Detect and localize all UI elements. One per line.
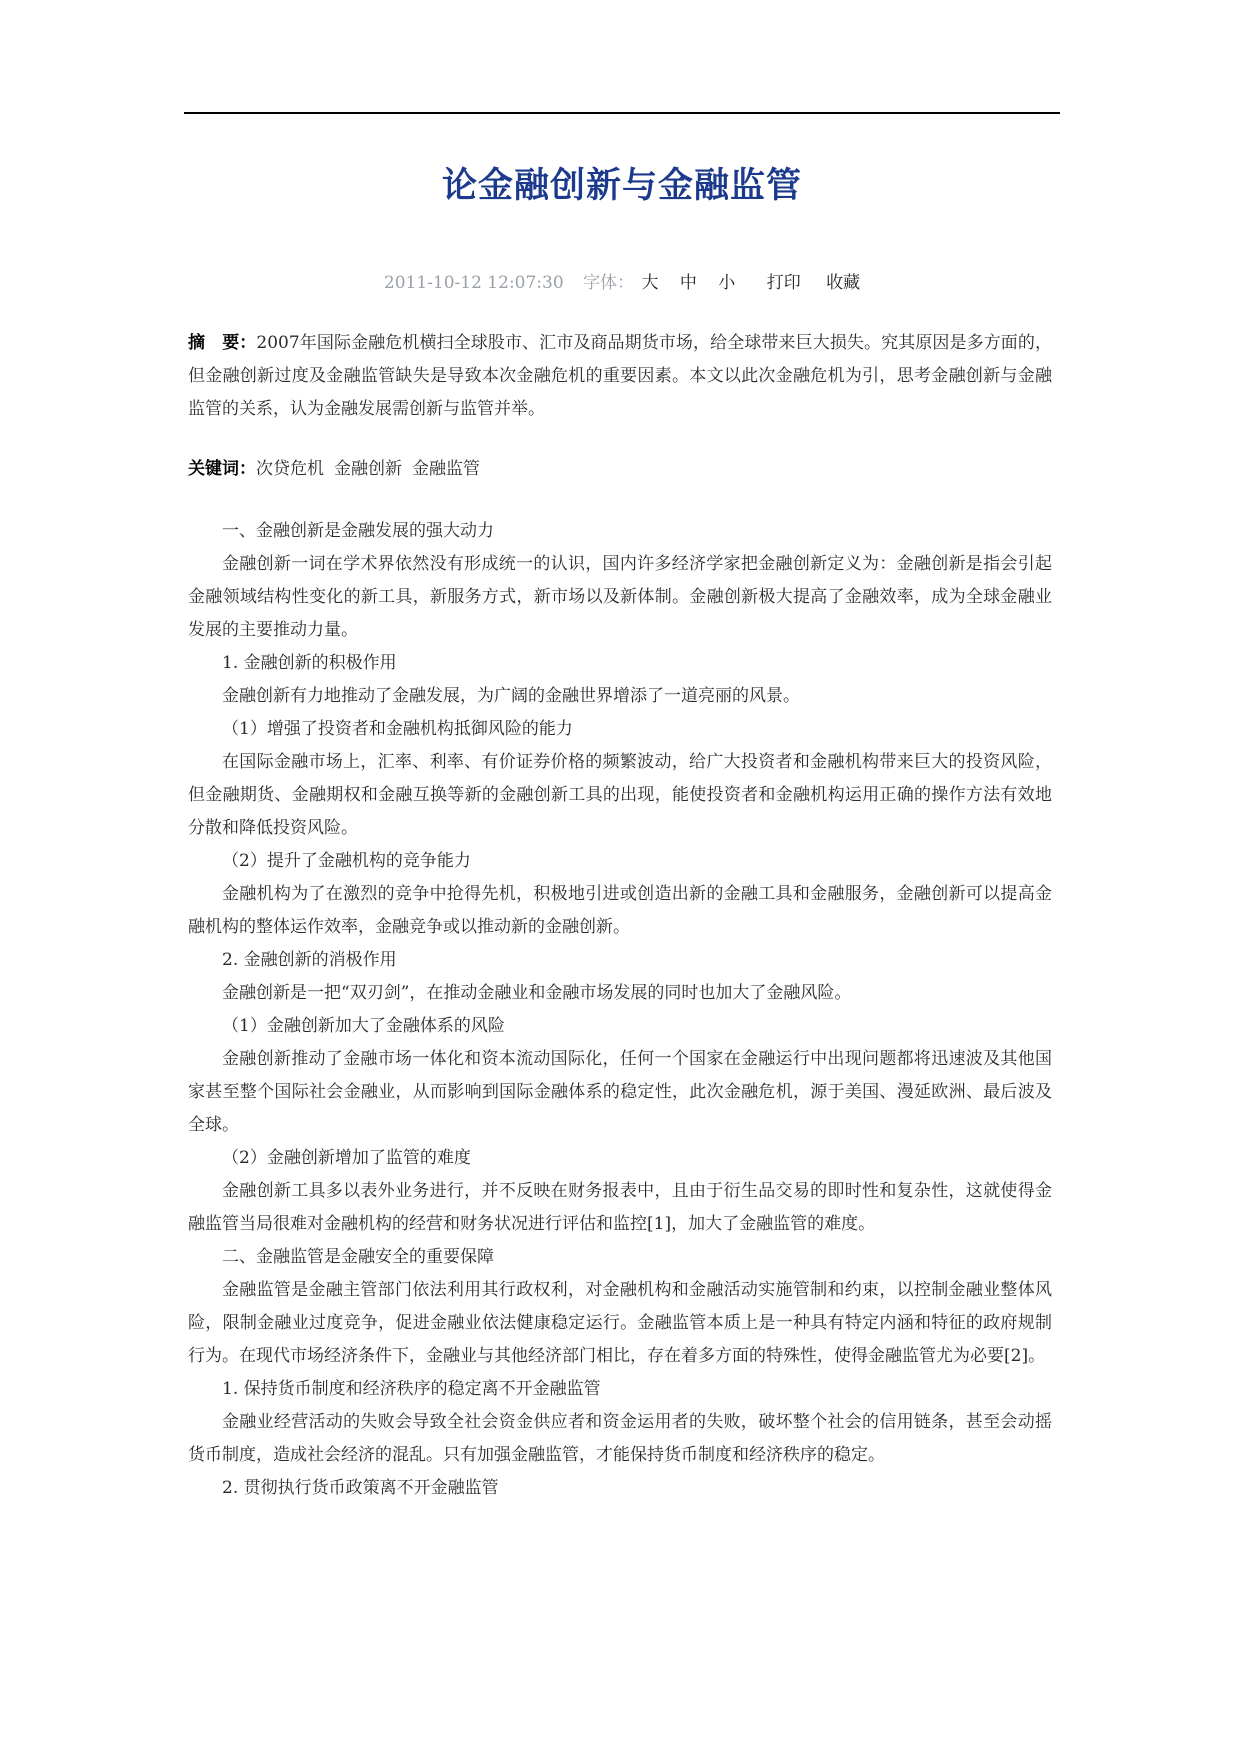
section-heading: 二、金融监管是金融安全的重要保障 [222,1247,494,1267]
point-heading: （2）提升了金融机构的竞争能力 [222,851,471,871]
favorite-link[interactable]: 收藏 [826,273,861,293]
body-paragraph: 金融创新是一把“双刃剑”，在推动金融业和金融市场发展的同时也加大了金融风险。 [222,983,852,1003]
font-size-label: 字体： [583,273,635,293]
body-paragraph: 金融创新有力地推动了金融发展，为广阔的金融世界增添了一道亮丽的风景。 [222,686,800,706]
font-size-large-link[interactable]: 大 [641,273,659,293]
point-heading: （1）金融创新加大了金融体系的风险 [222,1016,505,1036]
subsection-heading: 2. 金融创新的消极作用 [222,950,397,970]
body-paragraph: 在国际金融市场上，汇率、利率、有价证券价格的频繁波动，给广大投资者和金融机构带来巨大的投资风险，但金融期货、金融期权和金融互换等新的金融创新工具的出现，能使投资者和金融机构运用正确的操作方法有效地分散和降低投资风险。 [188,752,1052,838]
article-content [188,327,1052,1505]
abstract-label: 摘 要： [188,333,257,353]
subsection-heading: 1. 保持货币制度和经济秩序的稳定离不开金融监管 [222,1379,601,1399]
keywords-label: 关键词： [188,459,256,479]
subsection-heading: 1. 金融创新的积极作用 [222,653,397,673]
keyword: 金融创新 [334,459,402,479]
body-paragraph: 金融监管是金融主管部门依法利用其行政权利，对金融机构和金融活动实施管制和约束，以控制金融业整体风险，限制金融业过度竞争，促进金融业依法健康稳定运行。金融监管本质上是一种具有特定内涵和特征的政府规制行为。在现代市场经济条件下，金融业与其他经济部门相比，存在着多方面的特殊性，使得金融监管尤为必要[2]。 [188,1280,1052,1366]
keyword: 金融监管 [412,459,480,479]
body-paragraph: 金融机构为了在激烈的竞争中抢得先机，积极地引进或创造出新的金融工具和金融服务，金融创新可以提高金融机构的整体运作效率，金融竞争或以推动新的金融创新。 [188,884,1052,937]
section-heading: 一、金融创新是金融发展的强大动力 [222,521,494,541]
abstract-text: 2007年国际金融危机横扫全球股市、汇市及商品期货市场，给全球带来巨大损失。究其原因是多方面的，但金融创新过度及金融监管缺失是导致本次金融危机的重要因素。本文以此次金融危机为引，思考金融创新与金融监管的关系，认为金融发展需创新与监管并举。 [188,333,1053,419]
abstract [188,327,1052,426]
print-link[interactable]: 打印 [766,273,801,293]
body-paragraph: 金融创新一词在学术界依然没有形成统一的认识，国内许多经济学家把金融创新定义为：金融创新是指会引起金融领域结构性变化的新工具，新服务方式，新市场以及新体制。金融创新极大提高了金融效率，成为全球金融业发展的主要推动力量。 [188,554,1052,640]
body-paragraph: 金融创新推动了金融市场一体化和资本流动国际化，任何一个国家在金融运行中出现问题都将迅速波及其他国家甚至整个国际社会金融业，从而影响到国际金融体系的稳定性，此次金融危机，源于美国、漫延欧洲、最后波及全球。 [188,1049,1052,1135]
font-size-small-link[interactable]: 小 [718,273,736,293]
keyword: 次贷危机 [256,459,324,479]
point-heading: （1）增强了投资者和金融机构抵御风险的能力 [222,719,573,739]
point-heading: （2）金融创新增加了监管的难度 [222,1148,471,1168]
subsection-heading: 2. 贯彻执行货币政策离不开金融监管 [222,1478,499,1498]
font-size-medium-link[interactable]: 中 [679,273,697,293]
body-paragraph: 金融创新工具多以表外业务进行，并不反映在财务报表中，且由于衍生品交易的即时性和复杂性，这就使得金融监管当局很难对金融机构的经营和财务状况进行评估和监控[1]，加大了金融监管的难度。 [188,1181,1052,1234]
article-title: 论金融创新与金融监管 [441,165,802,206]
body-paragraph: 金融业经营活动的失败会导致全社会资金供应者和资金运用者的失败，破坏整个社会的信用链条，甚至会动摇货币制度，造成社会经济的混乱。只有加强金融监管，才能保持货币制度和经济秩序的稳定。 [188,1412,1052,1465]
article-meta [184,268,1060,293]
keywords [188,453,1052,486]
header-rule [184,112,1060,114]
publish-datetime: 2011-10-12 12:07:30 [383,273,564,293]
